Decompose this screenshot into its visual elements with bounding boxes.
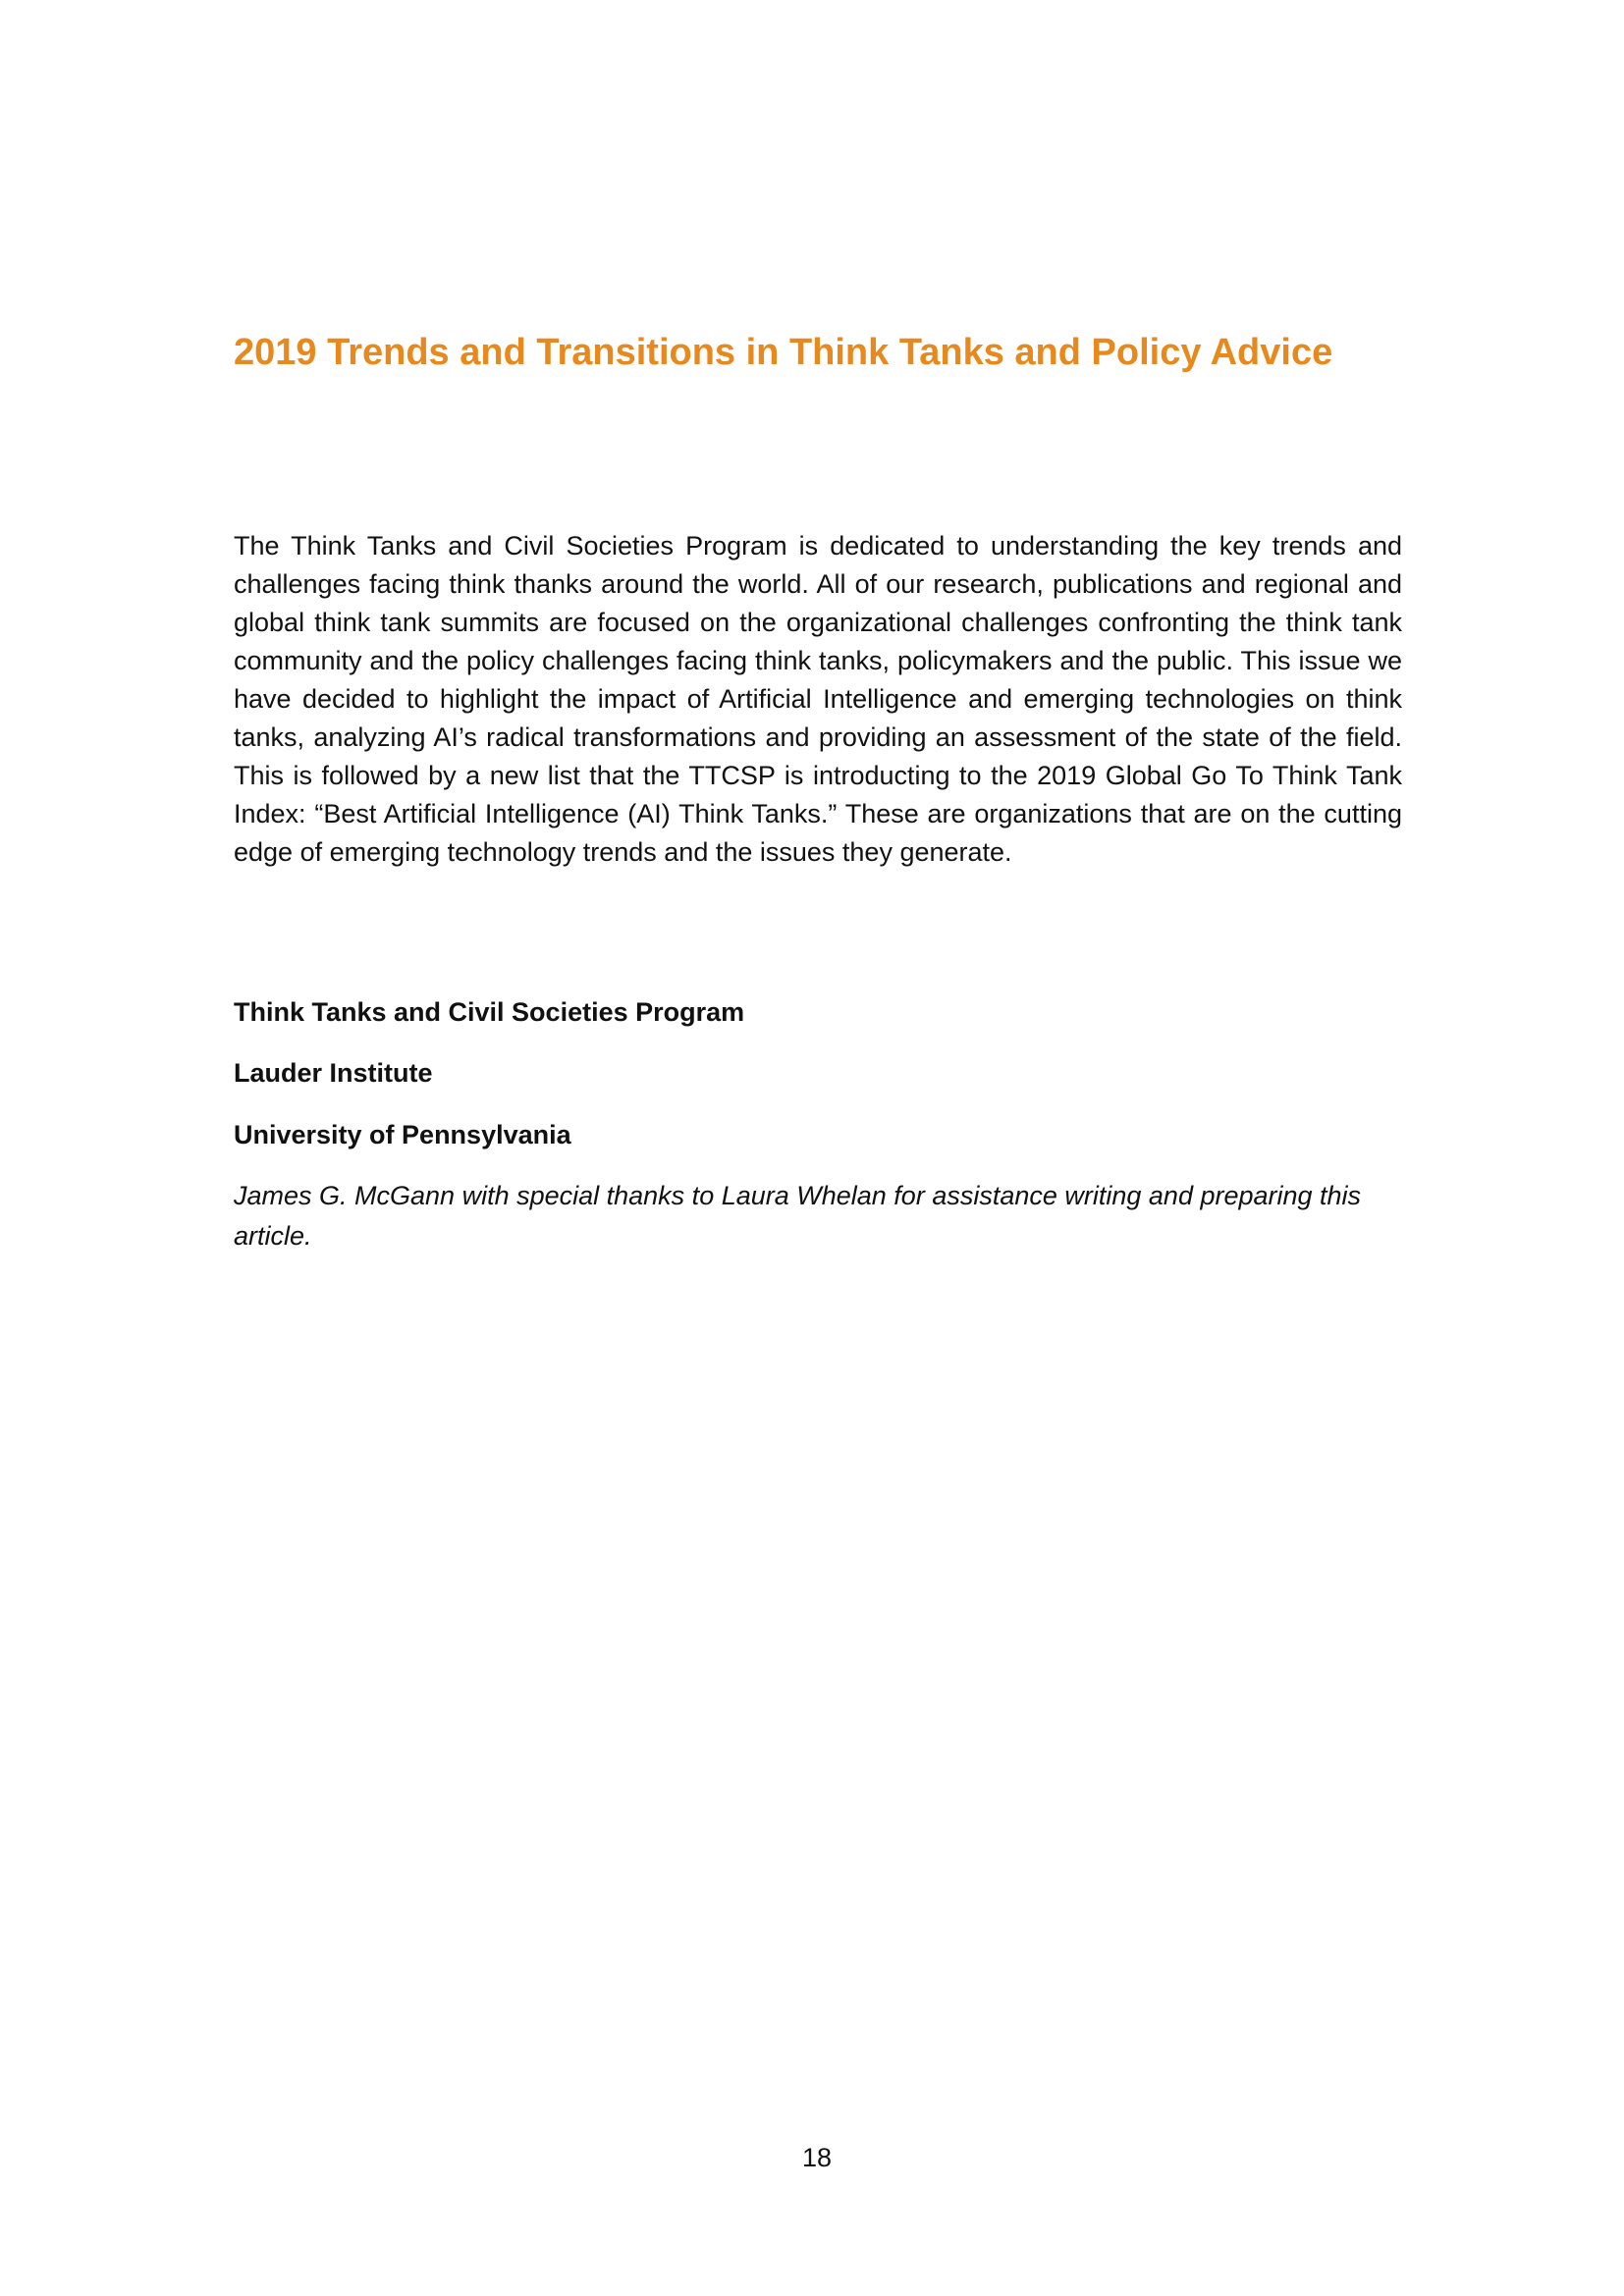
body-paragraph: The Think Tanks and Civil Societies Program is dedicated to understanding the key trends and challenges facing think thanks around the world. All of our research, publications and regional and global think tank summits are focused on the organizational challenges confronting the think tank community and the policy challenges facing think tanks, policymakers and the public. This issue we have decided to highlight the impact of Artificial Intelligence and emerging technologies on think tanks, analyzing AI’s radical transformations and providing an assessment of the state of the field. This is followed by a new list that the TTCSP is introducting to the 2019 Global Go To Think Tank Index: “Best Artificial Intelligence (AI) Think Tanks.” These are organizations that are on the cutting edge of emerging technology trends and the issues they generate. [234, 531, 1402, 867]
affiliation-institute: Lauder Institute [234, 1058, 433, 1088]
author-credit: James G. McGann with special thanks to Laura Whelan for assistance writing and preparing this article. [234, 1181, 1362, 1251]
page-number: 18 [801, 2143, 833, 2172]
affiliation-university: University of Pennsylvania [234, 1120, 571, 1149]
affiliation-program: Think Tanks and Civil Societies Program [234, 997, 745, 1027]
page-title: 2019 Trends and Transitions in Think Tanks and Policy Advice [234, 332, 1333, 373]
